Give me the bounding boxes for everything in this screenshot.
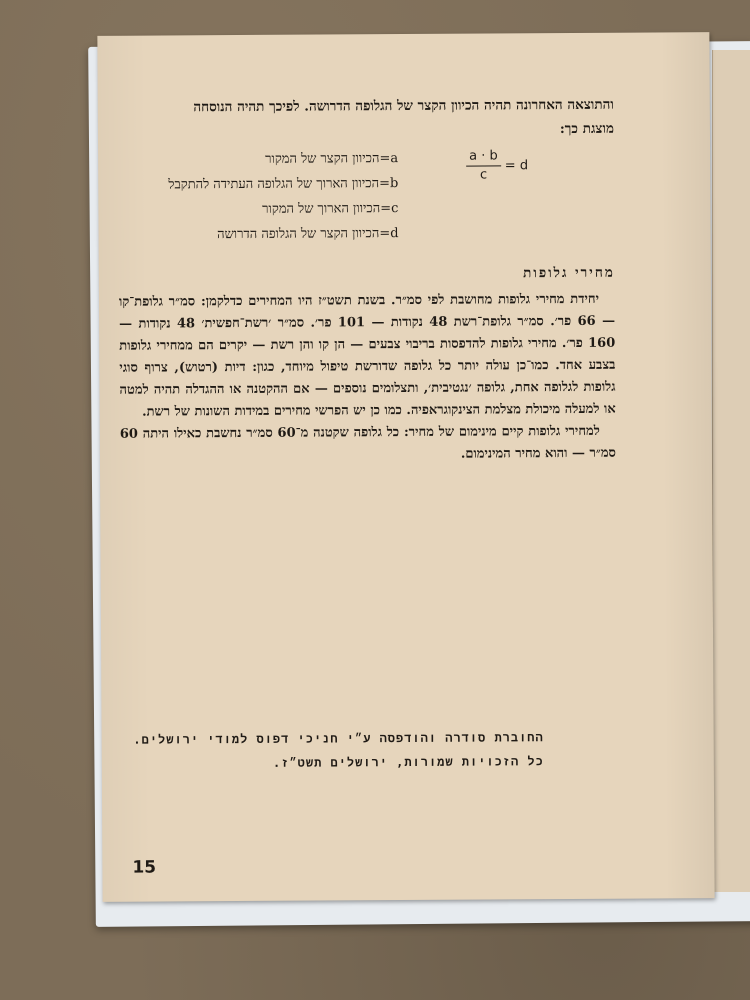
- body-paragraph-1: יחידת מחירי גלופות מחושבת לפי סמ״ר. בשנת תשט״ז היו המחירים כדלקמן: סמ״ר גלופת־קו — 66 פר׳. סמ״ר גלופת־רשת 48 נקודות — 101 פר׳. סמ״ר ׳רשת־חפשית׳ 48 נקודות — 160 פר׳. מחירי גלופות להדפסות בריבוי צבעים — הן קו והן רשת — יקרים הם ממחירי גלופות בצבע אחד. כמו־כן עולה יותר כל גלופה שדורשת טיפול מיוחד, כגון: דיות (רטוש), צרוף סוגי גלופות לגלופה אחת, גלופה ׳נגטיבית׳, ותצלומים נוספים — אם ההקטנה או ההגדלה תהיה למטה או למעלה מיכולת מצלמת הצינקוגראפיה. כמו כן יש הפרשי מחירים במידות השונות של רשת.: [118, 291, 616, 420]
- variable-definitions: [98, 146, 399, 248]
- formula-denominator: c: [479, 167, 488, 183]
- intro-line-2: מוצגת כך:: [559, 120, 614, 138]
- definition-a: a=הכיוון הקצר של המקור: [265, 151, 399, 167]
- section-body: [119, 289, 616, 468]
- definition-d: d=הכיוון הקצר של הגלופה הדרושה: [217, 226, 399, 243]
- definition-c: c=הכיוון הארוך של המקור: [262, 201, 399, 217]
- intro-line-1: והתוצאה האחרונה תהיה הכיוון הקצר של הגלופה הדרושה. לפיכך תהיה הנוסחה: [193, 96, 614, 116]
- facing-page-edge: [712, 50, 750, 892]
- page-number: 15: [132, 857, 157, 878]
- intro-paragraph: [122, 93, 614, 144]
- section-heading: מחירי גלופות: [523, 264, 615, 282]
- colophon: [122, 725, 544, 776]
- formula-fraction: [466, 147, 501, 184]
- colophon-line-2: כל הזכויות שמורות, ירושלים תשט״ז.: [272, 754, 544, 770]
- definition-b: b=הכיוון הארוך של הגלופה העתידה להתקבל: [168, 176, 399, 193]
- ratio-formula: [466, 147, 528, 184]
- booklet-page: [97, 32, 714, 902]
- formula-numerator: a · b: [466, 147, 501, 166]
- formula-result: = d: [504, 158, 529, 174]
- colophon-line-1: החוברת סודרה והודפסה ע״י חניכי דפוס למודי ירושלים.: [133, 730, 544, 747]
- body-paragraph-2: למחירי גלופות קיים מינימום של מחיר: כל גלופה שקטנה מ־60 סמ״ר נחשבת כאילו היתה 60 סמ״ר — והוא מחיר המינימום.: [119, 423, 616, 462]
